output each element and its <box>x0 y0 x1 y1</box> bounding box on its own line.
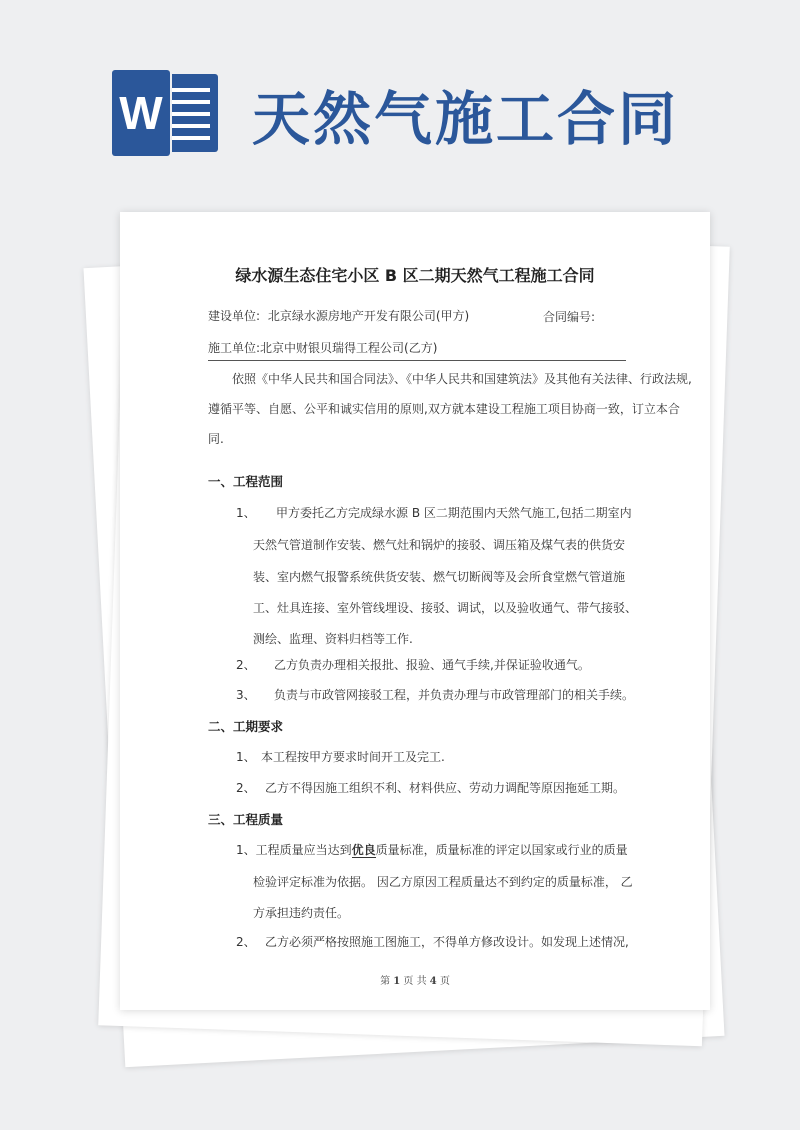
document-page <box>120 212 710 1010</box>
list-item-number: 1、 <box>236 750 256 764</box>
footer-page-number: 1 <box>393 976 401 987</box>
list-item-number: 2、 <box>236 781 256 795</box>
intro-line: 依照《中华人民共和国合同法》、《中华人民共和国建筑法》及其他有关法律、行政法规, <box>232 372 692 386</box>
list-item-text: 装、室内燃气报警系统供货安装、燃气切断阀等及会所食堂燃气管道施 <box>253 570 626 584</box>
list-item-text: 乙方不得因施工组织不利、材料供应、劳动力调配等原因拖延工期。 <box>265 781 626 795</box>
list-item-text: 天然气管道制作安装、燃气灶和锅炉的接驳、调压箱及煤气表的供货安 <box>253 538 626 552</box>
section-heading: 一、工程范围 <box>208 474 284 489</box>
document-title: 绿水源生态住宅小区 B 区二期天然气工程施工合同 <box>235 266 595 285</box>
list-item-number: 3、 <box>236 688 256 702</box>
quality-text-prefix: 1、工程质量应当达到 <box>236 843 352 857</box>
party-b-row: 施工单位:北京中财银贝瑞得工程公司(乙方) <box>208 341 438 355</box>
list-item-text: 工、灶具连接、室外管线埋设、接驳、调试，以及验收通气、带气接驳、 <box>253 601 638 615</box>
banner-title: 天然气施工合同 <box>252 85 680 153</box>
list-item-text: 测绘、监理、资料归档等工作. <box>253 632 413 646</box>
footer-suffix: 页 <box>439 976 450 987</box>
section-heading: 二、工期要求 <box>208 719 284 734</box>
section-heading: 三、工程质量 <box>208 812 284 827</box>
intro-paragraph <box>208 364 692 454</box>
list-item-text: 检验评定标准为依据。 因乙方原因工程质量达不到约定的质量标准， 乙 <box>253 875 633 889</box>
contract-number-label: 合同编号: <box>543 310 596 324</box>
party-a-value: 北京绿水源房地产开发有限公司(甲方) <box>267 309 470 323</box>
party-a-label: 建设单位: <box>208 309 261 323</box>
list-item-text: 本工程按甲方要求时间开工及完工. <box>261 750 445 764</box>
header-divider <box>208 360 626 361</box>
intro-line: 遵循平等、自愿、公平和诚实信用的原则,双方就本建设工程施工项目协商一致，订立本合 <box>208 402 680 416</box>
banner <box>0 0 800 180</box>
list-item-text: 乙方必须严格按照施工图施工，不得单方修改设计。如发现上述情况, <box>265 935 629 949</box>
intro-line: 同. <box>208 432 224 446</box>
list-item-text <box>236 835 628 865</box>
footer-middle: 页 共 <box>403 976 427 987</box>
footer-total-pages: 4 <box>429 976 437 987</box>
list-item-text: 方承担违约责任。 <box>253 906 350 920</box>
word-document-icon <box>112 70 220 156</box>
footer-prefix: 第 <box>380 976 391 987</box>
list-item-text: 乙方负责办理相关报批、报验、通气手续,并保证验收通气。 <box>274 658 590 672</box>
list-item-number: 2、 <box>236 935 256 949</box>
list-item-number: 2、 <box>236 658 256 672</box>
list-item-number: 1、 <box>236 506 256 520</box>
quality-grade-emphasis: 优良 <box>351 843 376 857</box>
page-footer <box>120 972 710 987</box>
quality-text-suffix: 质量标准，质量标准的评定以国家或行业的质量 <box>375 843 628 857</box>
list-item-text: 甲方委托乙方完成绿水源 B 区二期范围内天然气施工,包括二期室内 <box>276 506 632 520</box>
word-letter-badge: W <box>112 70 170 156</box>
party-a-row <box>208 307 469 324</box>
list-item-text: 负责与市政管网接驳工程，并负责办理与市政管理部门的相关手续。 <box>274 688 635 702</box>
